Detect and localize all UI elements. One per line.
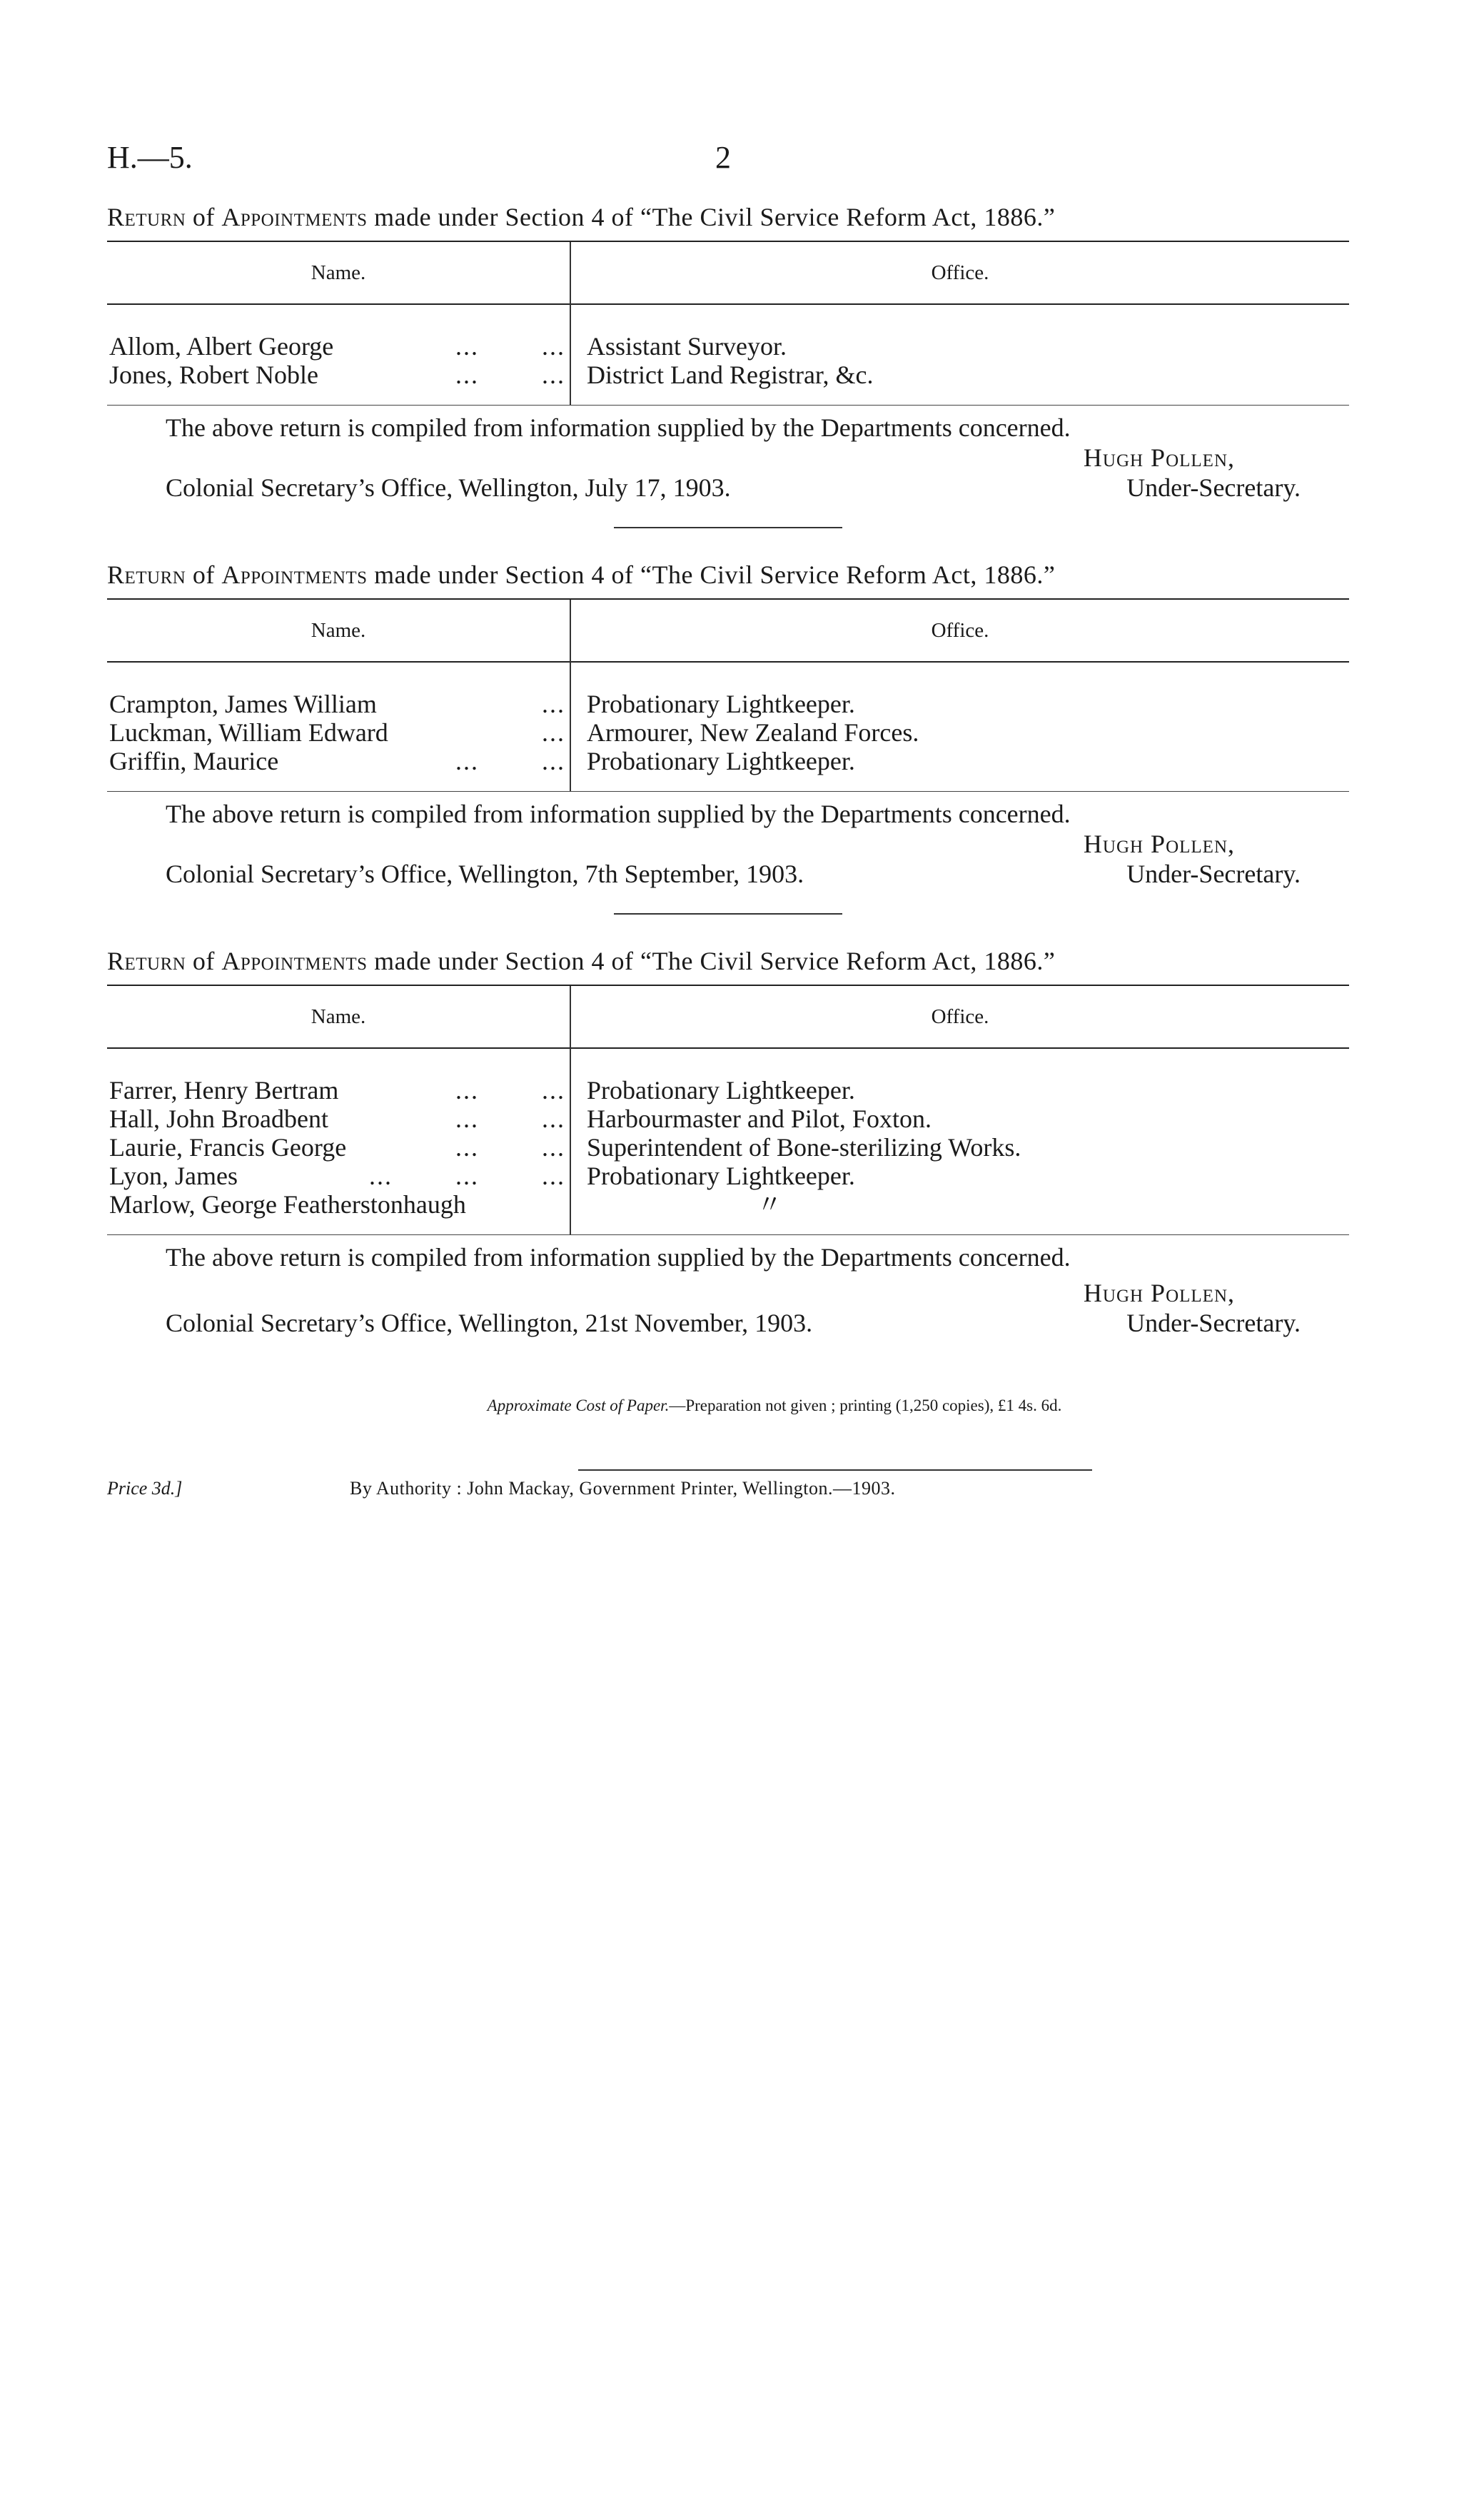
document-page [107, 139, 1349, 1526]
appointments-table [107, 600, 1349, 791]
ditto-mark: 〃 [757, 1190, 783, 1219]
bottom-rule [107, 791, 1349, 792]
appointee-office: Probationary Lightkeeper. [587, 747, 855, 775]
section-title: Return of Appointments made under Section 4 of “The Civil Service Reform Act, 1886.” [107, 203, 1056, 231]
appointee-name: Luckman, William Edward [109, 718, 388, 747]
bottom-rule [107, 1234, 1349, 1235]
table-row: Jones, Robert Noble ... ... District Land Registrar, &c. [107, 361, 1349, 389]
signatory-position: Under-Secretary. [1126, 1309, 1301, 1337]
return-note: The above return is compiled from information supplied by the Departments concerned. [166, 1243, 1071, 1272]
appointee-name: Griffin, Maurice [109, 747, 279, 775]
cost-text: —Preparation not given ; printing (1,250 copies), £1 4s. 6d. [669, 1397, 1062, 1414]
page-number: 2 [715, 140, 731, 175]
signature-line [107, 859, 1349, 889]
price: Price 3d.] [107, 1478, 183, 1499]
appointee-name: Jones, Robert Noble [109, 361, 318, 389]
signatory-position: Under-Secretary. [1126, 473, 1301, 502]
cost-of-paper [107, 1397, 1349, 1415]
table-row: Laurie, Francis George ... ... Superintendent of Bone-sterilizing Works. [107, 1133, 1349, 1162]
signatory-name: Hugh Pollen, [1083, 830, 1235, 858]
return-note: The above return is compiled from information supplied by the Departments concerned. [166, 413, 1071, 442]
table-row: Luckman, William Edward ... Armourer, New Zealand Forces. [107, 718, 1349, 747]
column-header-office: Office. [931, 618, 989, 642]
appointee-office: Probationary Lightkeeper. [587, 690, 855, 718]
signature-line [107, 1308, 1349, 1338]
table-row: Crampton, James William ... Probationary Lightkeeper. [107, 690, 1349, 718]
return-note: The above return is compiled from information supplied by the Departments concerned. [166, 800, 1071, 828]
appointee-office: Armourer, New Zealand Forces. [587, 718, 919, 747]
table-row: Farrer, Henry Bertram ... ... Probationary Lightkeeper. [107, 1076, 1349, 1104]
section-title: Return of Appointments made under Section 4 of “The Civil Service Reform Act, 1886.” [107, 560, 1056, 589]
section-separator [614, 913, 842, 915]
page-header [107, 139, 1349, 189]
column-header-office: Office. [931, 261, 989, 284]
document-reference: H.—5. [107, 140, 193, 175]
signatory-name: Hugh Pollen, [1083, 1279, 1235, 1307]
section-title: Return of Appointments made under Section 4 of “The Civil Service Reform Act, 1886.” [107, 947, 1056, 975]
signatory-position: Under-Secretary. [1126, 860, 1301, 888]
appointee-office: Superintendent of Bone-sterilizing Works. [587, 1133, 1021, 1162]
signature-line [107, 473, 1349, 503]
table-row: Hall, John Broadbent ... ... Harbourmaster and Pilot, Foxton. [107, 1104, 1349, 1133]
column-header-name: Name. [107, 986, 570, 1048]
column-header-name: Name. [107, 600, 570, 662]
return-section-1 [107, 202, 1349, 528]
return-section-2 [107, 560, 1349, 915]
column-header-office: Office. [931, 1005, 989, 1028]
table-row [107, 1190, 1349, 1219]
place-and-date: Colonial Secretary’s Office, Wellington, 7th September, 1903. [166, 860, 804, 888]
signatory-name: Hugh Pollen, [1083, 443, 1235, 472]
table-row: Lyon, James ... ... ... Probationary Lightkeeper. [107, 1162, 1349, 1190]
authority-line: By Authority : John Mackay, Government Printer, Wellington.—1903. [350, 1478, 896, 1499]
appointee-name: Farrer, Henry Bertram [109, 1076, 339, 1104]
appointee-name: Crampton, James William [109, 690, 377, 718]
section-separator [614, 527, 842, 528]
table-row: Griffin, Maurice ... ... Probationary Lightkeeper. [107, 747, 1349, 775]
appointee-office: Probationary Lightkeeper. [587, 1076, 855, 1104]
appointments-table [107, 242, 1349, 405]
imprint-rule [578, 1469, 1092, 1471]
appointee-name: Lyon, James [109, 1162, 238, 1190]
appointee-name: Allom, Albert George [109, 332, 334, 361]
appointee-office: District Land Registrar, &c. [587, 361, 874, 389]
column-header-name: Name. [107, 242, 570, 304]
bottom-rule [107, 405, 1349, 406]
place-and-date: Colonial Secretary’s Office, Wellington, 21st November, 1903. [166, 1309, 813, 1337]
table-row: Allom, Albert George ... ... Assistant Surveyor. [107, 332, 1349, 361]
appointee-office: Probationary Lightkeeper. [587, 1162, 855, 1190]
appointee-name: Laurie, Francis George [109, 1133, 347, 1162]
cost-label: Approximate Cost of Paper. [487, 1397, 670, 1414]
printer-imprint [107, 1469, 1349, 1526]
appointments-table [107, 986, 1349, 1234]
appointee-name: Marlow, George Featherstonhaugh [109, 1190, 466, 1219]
return-section-3 [107, 946, 1349, 1338]
appointee-office: Harbourmaster and Pilot, Foxton. [587, 1104, 932, 1133]
appointee-name: Hall, John Broadbent [109, 1104, 328, 1133]
appointee-office: Assistant Surveyor. [587, 332, 787, 361]
place-and-date: Colonial Secretary’s Office, Wellington, July 17, 1903. [166, 473, 731, 502]
